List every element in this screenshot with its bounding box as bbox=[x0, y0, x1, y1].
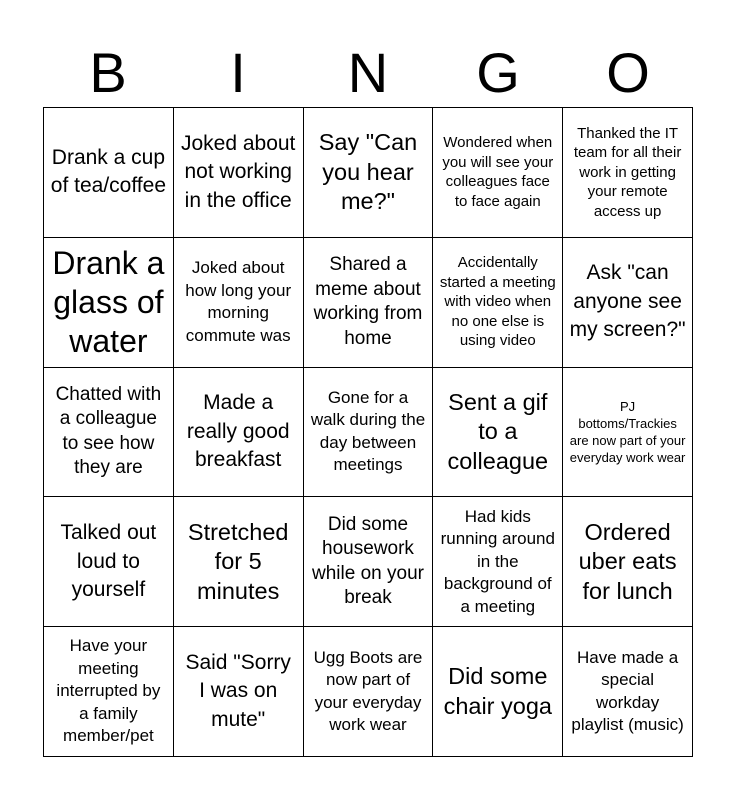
bingo-cell bbox=[174, 497, 304, 627]
bingo-cell bbox=[563, 627, 693, 757]
bingo-cell bbox=[44, 368, 174, 498]
cell-text: Drank a cup of tea/coffee bbox=[50, 145, 166, 198]
bingo-cell bbox=[304, 108, 434, 238]
bingo-cell bbox=[44, 497, 174, 627]
bingo-cell bbox=[304, 627, 434, 757]
bingo-cell bbox=[44, 238, 174, 368]
cell-text: Ugg Boots are now part of your everyday work wear bbox=[313, 647, 423, 735]
cell-text: Ask "can anyone see my screen?" bbox=[569, 261, 686, 342]
cell-text: Drank a glass of water bbox=[52, 244, 165, 359]
bingo-cell bbox=[433, 627, 563, 757]
cell-text: Thanked the IT team for all their work in getting your remote access up bbox=[573, 124, 682, 220]
bingo-cell bbox=[433, 238, 563, 368]
bingo-cell bbox=[563, 368, 693, 498]
bingo-cell bbox=[563, 497, 693, 627]
cell-text: PJ bottoms/Trackies are now part of your everyday work wear bbox=[569, 398, 686, 465]
bingo-cell bbox=[174, 108, 304, 238]
cell-text: Shared a meme about working from home bbox=[313, 254, 423, 349]
cell-text: Chatted with a colleague to see how they are bbox=[55, 383, 162, 479]
header-letter-g: G bbox=[476, 41, 520, 104]
cell-text: Gone for a walk during the day between meetings bbox=[310, 387, 426, 475]
cell-text: Have your meeting interrupted by a family member/pet bbox=[56, 636, 161, 746]
bingo-card-grid bbox=[43, 107, 693, 757]
bingo-cell bbox=[174, 368, 304, 498]
cell-text: Sent a gif to a colleague bbox=[447, 388, 549, 474]
cell-text: Did some housework while on your break bbox=[312, 513, 424, 609]
cell-text: Accidentally started a meeting with video when no one else is using video bbox=[439, 254, 556, 350]
cell-text: Joked about how long your morning commute was bbox=[185, 258, 292, 345]
bingo-cell bbox=[433, 497, 563, 627]
bingo-cell bbox=[174, 627, 304, 757]
cell-text: Joked about not working in the office bbox=[180, 131, 296, 212]
bingo-header bbox=[43, 40, 693, 106]
bingo-cell bbox=[304, 497, 434, 627]
bingo-cell bbox=[433, 108, 563, 238]
header-letter-o: O bbox=[606, 41, 650, 104]
cell-text: Stretched for 5 minutes bbox=[187, 518, 289, 604]
cell-text: Ordered uber eats for lunch bbox=[578, 518, 677, 604]
bingo-cell bbox=[433, 368, 563, 498]
bingo-cell bbox=[563, 108, 693, 238]
bingo-cell bbox=[304, 368, 434, 498]
bingo-cell bbox=[44, 108, 174, 238]
cell-text: Made a really good breakfast bbox=[186, 391, 290, 472]
cell-text: Talked out loud to yourself bbox=[60, 521, 157, 602]
cell-text: Did some chair yoga bbox=[443, 663, 552, 719]
cell-text: Had kids running around in the background of a meeting bbox=[440, 506, 555, 616]
bingo-cell bbox=[304, 238, 434, 368]
header-letter-n: N bbox=[347, 41, 389, 104]
bingo-cell bbox=[174, 238, 304, 368]
cell-text: Wondered when you will see your colleagues face to face again bbox=[442, 134, 554, 210]
header-letter-i: I bbox=[230, 41, 246, 104]
cell-text: Have made a special workday playlist (music) bbox=[571, 647, 684, 735]
bingo-cell bbox=[44, 627, 174, 757]
header-letter-b: B bbox=[89, 41, 127, 104]
cell-text: Said "Sorry I was on mute" bbox=[185, 650, 291, 731]
cell-text: Say "Can you hear me?" bbox=[318, 129, 418, 215]
bingo-cell bbox=[563, 238, 693, 368]
